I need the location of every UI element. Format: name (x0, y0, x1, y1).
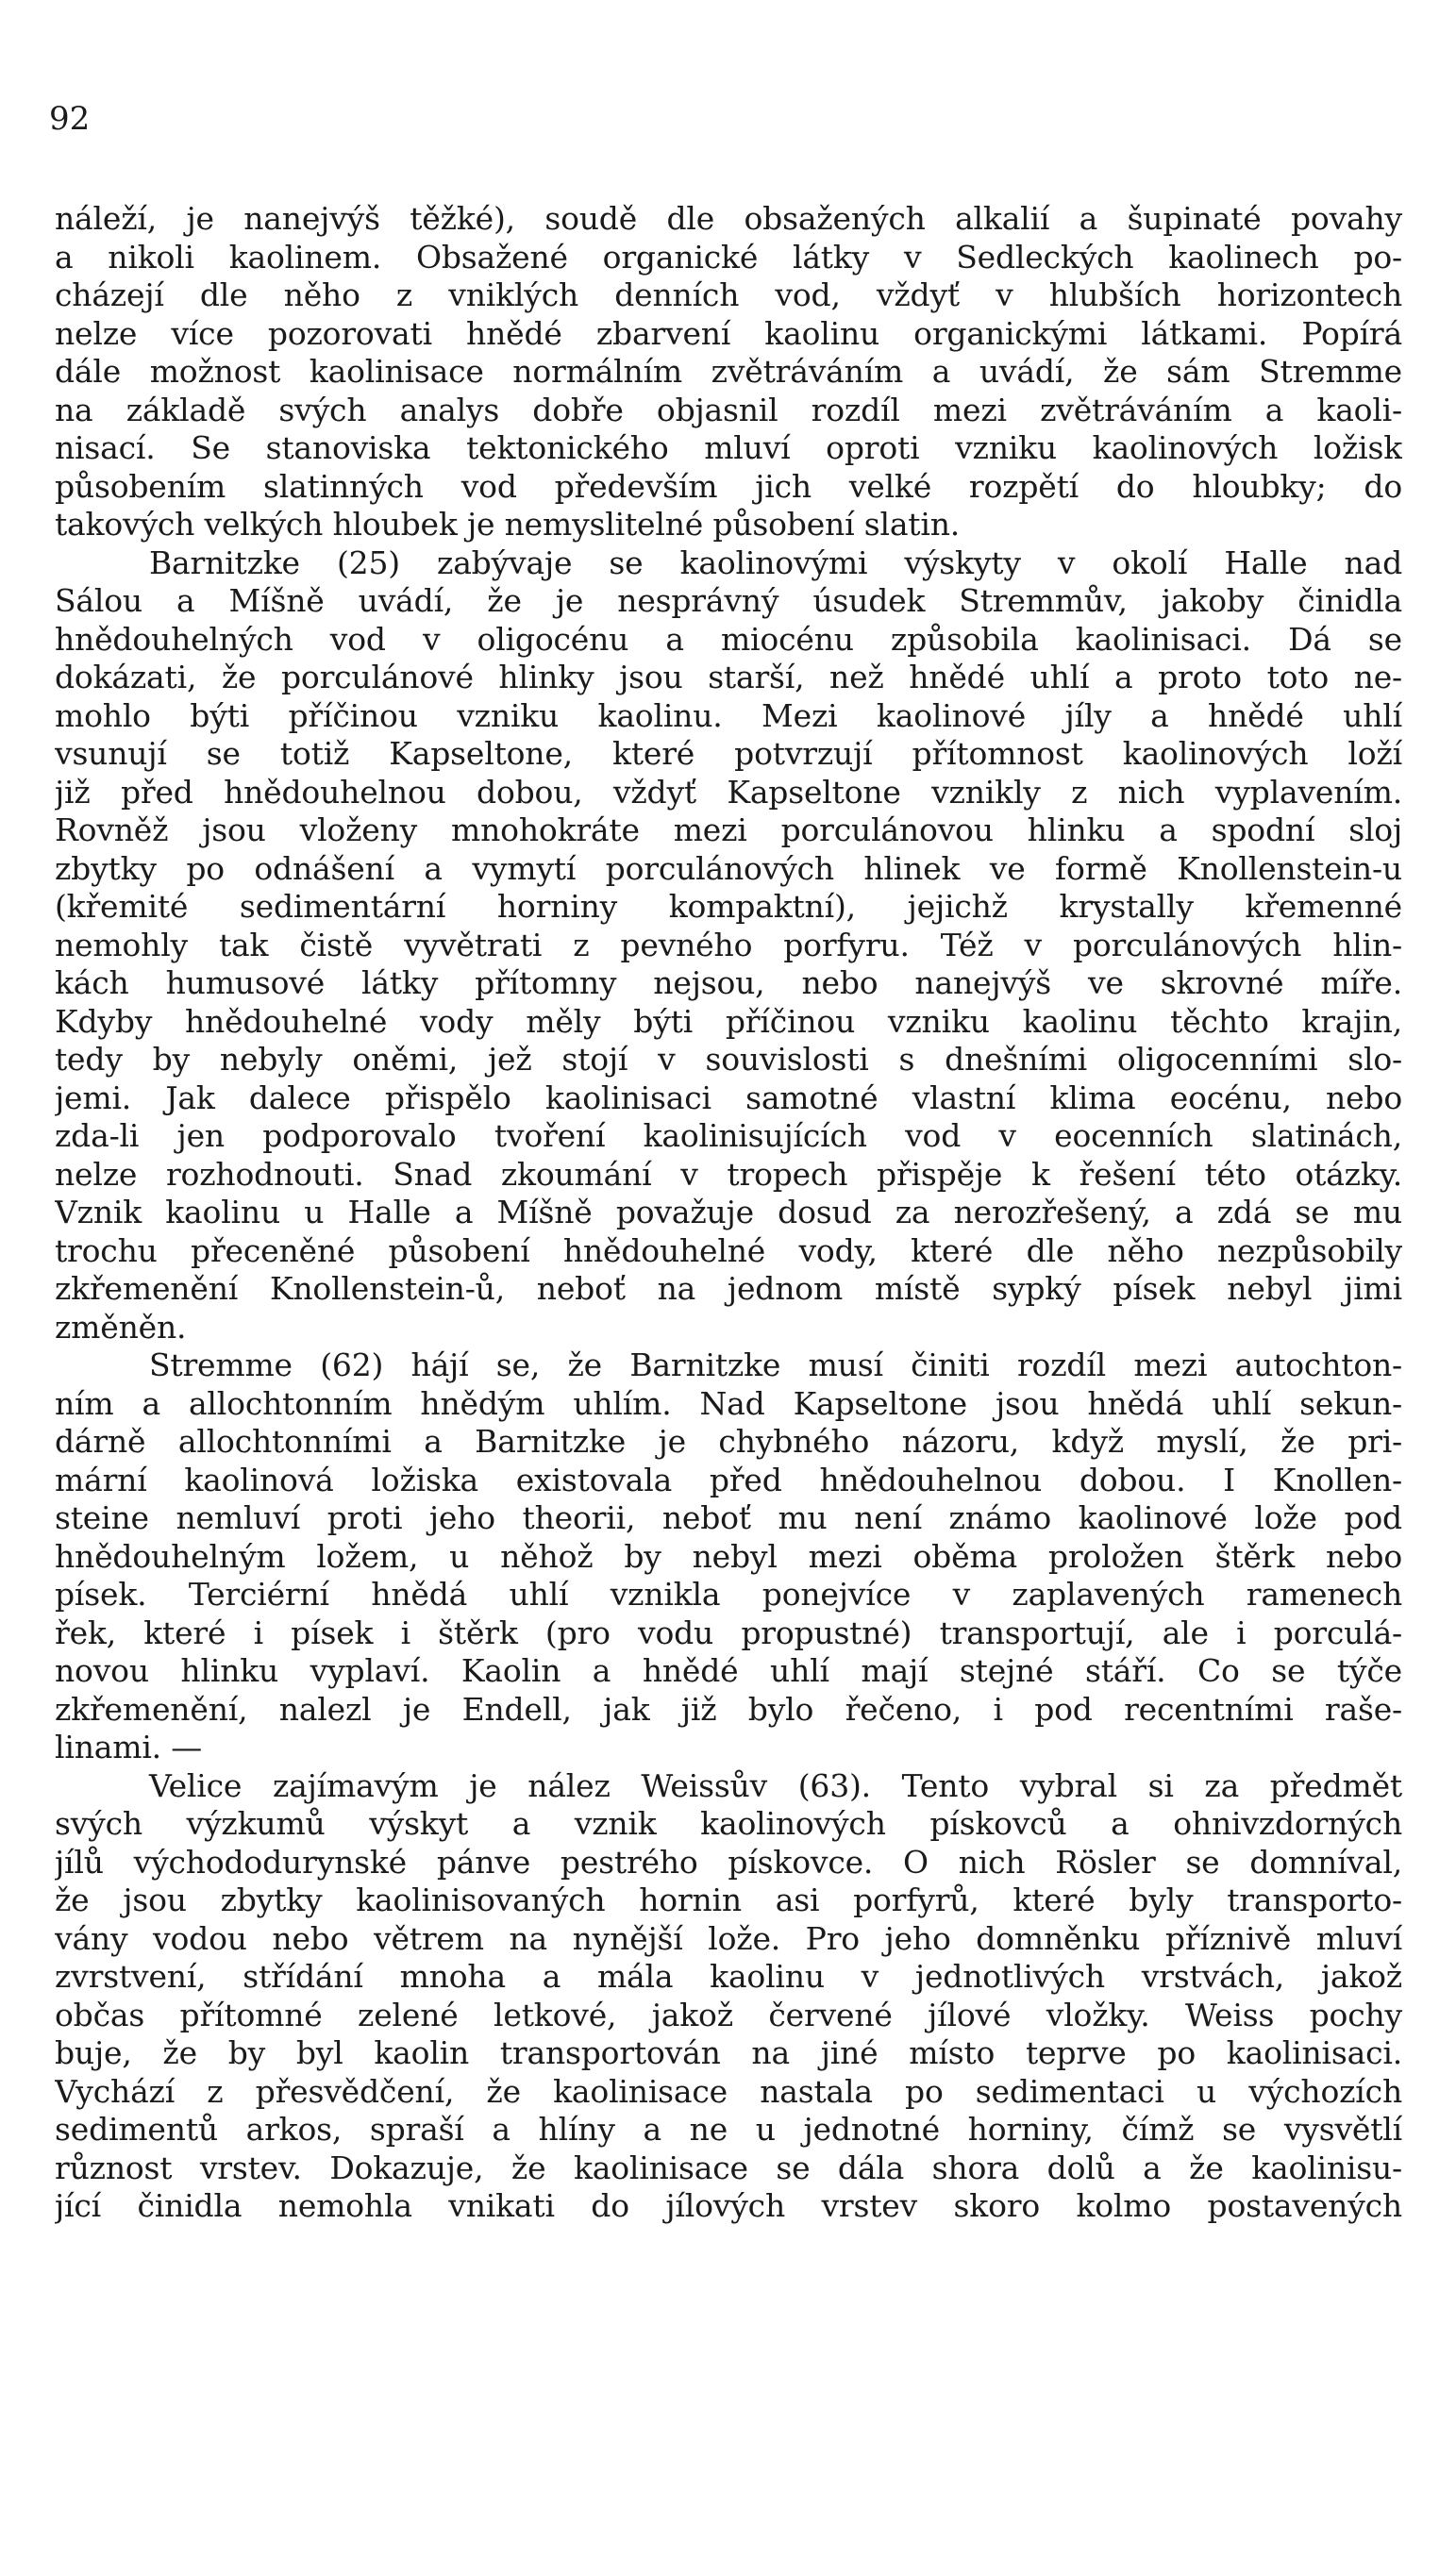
text-line: svých výzkumů výskyt a vznik kaolinových pískovců a ohnivzdorných (55, 1805, 1402, 1842)
text-line: zbytky po odnášení a vymytí porculánových hlinek ve formě Knollenstein-u (55, 849, 1402, 887)
text-line: Stremme (62) hájí se, že Barnitzke musí činiti rozdíl mezi autochton- (149, 1347, 1402, 1383)
text-line: dokázati, že porculánové hlinky jsou starší, než hnědé uhlí a proto toto ne- (55, 659, 1402, 695)
text-line: mární kaolinová ložiska existovala před hnědouhelnou dobou. I Knollen- (55, 1461, 1402, 1498)
text-line: nemohly tak čistě vyvětrati z pevného porfyru. Též v porculánových hlin- (55, 926, 1402, 963)
text-line: Kdyby hnědouhelné vody měly býti příčinou vzniku kaolinu těchto krajin, (55, 1002, 1402, 1040)
text-line: jemi. Jak dalece přispělo kaolinisaci samotné vlastní klima eocénu, nebo (55, 1079, 1402, 1116)
text-line: zda-li jen podporovalo tvoření kaolinisujících vod v eocenních slatinách, (55, 1117, 1402, 1154)
text-line: zkřemenění Knollenstein-ů, neboť na jednom místě sypký písek nebyl jimi (55, 1270, 1402, 1307)
text-line: občas přítomné zelené letkové, jakož červené jílové vložky. Weiss pochy (55, 1996, 1402, 2033)
text-line: že jsou zbytky kaolinisovaných hornin asi porfyrů, které byly transporto- (55, 1882, 1402, 1918)
text-line: Sálou a Míšně uvádí, že je nesprávný úsudek Stremmův, jakoby činidla (55, 582, 1402, 619)
text-line: nelze více pozorovati hnědé zbarvení kaolinu organickými látkami. Popírá (55, 314, 1402, 352)
text-line: takových velkých hloubek je nemyslitelné působení slatin. (55, 506, 961, 543)
body-text (55, 200, 1402, 2226)
text-line: vsunují se totiž Kapseltone, které potvrzují přítomnost kaolinových loží (55, 735, 1402, 772)
page-number: 92 (49, 100, 91, 138)
text-line: hnědouhelným ložem, u něhož by nebyl mezi oběma proložen štěrk nebo (55, 1537, 1402, 1575)
text-line: různost vrstev. Dokazuje, že kaolinisace se dála shora dolů a že kaolinisu- (55, 2149, 1402, 2186)
text-line: písek. Terciérní hnědá uhlí vznikla ponejvíce v zaplavených ramenech (55, 1576, 1402, 1613)
text-line: tedy by nebyly oněmi, jež stojí v souvislosti s dnešními oligocenními slo- (55, 1041, 1402, 1078)
text-line: jící činidla nemohla vnikati do jílových vrstev skoro kolmo postavených (55, 2187, 1402, 2224)
text-line: hnědouhelných vod v oligocénu a miocénu způsobila kaolinisaci. Dá se (55, 620, 1402, 658)
text-line: na základě svých analys dobře objasnil rozdíl mezi zvětráváním a kaoli- (55, 391, 1402, 428)
text-line: (křemité sedimentární horniny kompaktní), jejichž krystally křemenné (55, 888, 1402, 925)
text-line: vány vodou nebo větrem na nynější lože. Pro jeho domněnku příznivě mluví (55, 1919, 1402, 1957)
text-line: Rovněž jsou vloženy mnohokráte mezi porculánovou hlinku a spodní sloj (55, 811, 1402, 848)
text-line: zvrstvení, střídání mnoha a mála kaolinu v jednotlivých vrstvách, jakož (55, 1958, 1402, 1995)
text-line: zkřemenění, nalezl je Endell, jak již bylo řečeno, i pod recentními raše- (55, 1690, 1402, 1728)
text-line: Barnitzke (25) zabývaje se kaolinovými výskyty v okolí Halle nad (149, 544, 1402, 581)
text-line: nelze rozhodnouti. Snad zkoumání v tropech přispěje k řešení této otázky. (55, 1155, 1402, 1193)
text-line: náleží, je nanejvýš těžké), soudě dle obsažených alkalií a šupinaté povahy (55, 200, 1402, 237)
text-line: působením slatinných vod především jich velké rozpětí do hloubky; do (55, 467, 1402, 505)
text-line: steine nemluví proti jeho theorii, neboť mu není známo kaolinové lože pod (55, 1499, 1402, 1536)
text-line: mohlo býti příčinou vzniku kaolinu. Mezi kaolinové jíly a hnědé uhlí (55, 696, 1402, 734)
text-line: ním a allochtonním hnědým uhlím. Nad Kapseltone jsou hnědá uhlí sekun- (55, 1384, 1402, 1422)
text-line: sedimentů arkos, spraší a hlíny a ne u jednotné horniny, čímž se vysvětlí (55, 2111, 1402, 2148)
text-line: Vznik kaolinu u Halle a Míšně považuje dosud za nerozřešený, a zdá se mu (55, 1194, 1402, 1230)
text-line: již před hnědouhelnou dobou, vždyť Kapseltone vznikly z nich vyplavením. (55, 773, 1402, 811)
text-line: Vychází z přesvědčení, že kaolinisace nastala po sedimentaci u výchozích (55, 2072, 1402, 2110)
text-line: řek, které i písek i štěrk (pro vodu propustné) transportují, ale i porculá- (55, 1614, 1402, 1651)
text-line: jílů východodurynské pánve pestrého pískovce. O nich Rösler se domníval, (55, 1843, 1402, 1881)
text-line: nisací. Se stanoviska tektonického mluví oproti vzniku kaolinových ložisk (55, 429, 1402, 466)
text-line: dárně allochtonními a Barnitzke je chybného názoru, když myslí, že pri- (55, 1423, 1402, 1460)
text-line: buje, že by byl kaolin transportován na jiné místo teprve po kaolinisaci. (55, 2034, 1402, 2071)
text-line: trochu přeceněné působení hnědouhelné vody, které dle něho nezpůsobily (55, 1231, 1402, 1269)
text-line: linami. — (55, 1729, 203, 1765)
text-line: změněn. (55, 1308, 187, 1346)
text-line: Velice zajímavým je nález Weissův (63). Tento vybral si za předmět (149, 1766, 1402, 1804)
text-line: novou hlinku vyplaví. Kaolin a hnědé uhlí mají stejné stáří. Co se týče (55, 1652, 1402, 1689)
text-line: a nikoli kaolinem. Obsažené organické látky v Sedleckých kaolinech po- (55, 238, 1402, 276)
text-line: cházejí dle něho z vniklých denních vod, vždyť v hlubších horizontech (55, 276, 1402, 313)
text-line: kách humusové látky přítomny nejsou, nebo nanejvýš ve skrovné míře. (55, 964, 1402, 1001)
text-line: dále možnost kaolinisace normálním zvětráváním a uvádí, že sám Stremme (55, 353, 1402, 390)
